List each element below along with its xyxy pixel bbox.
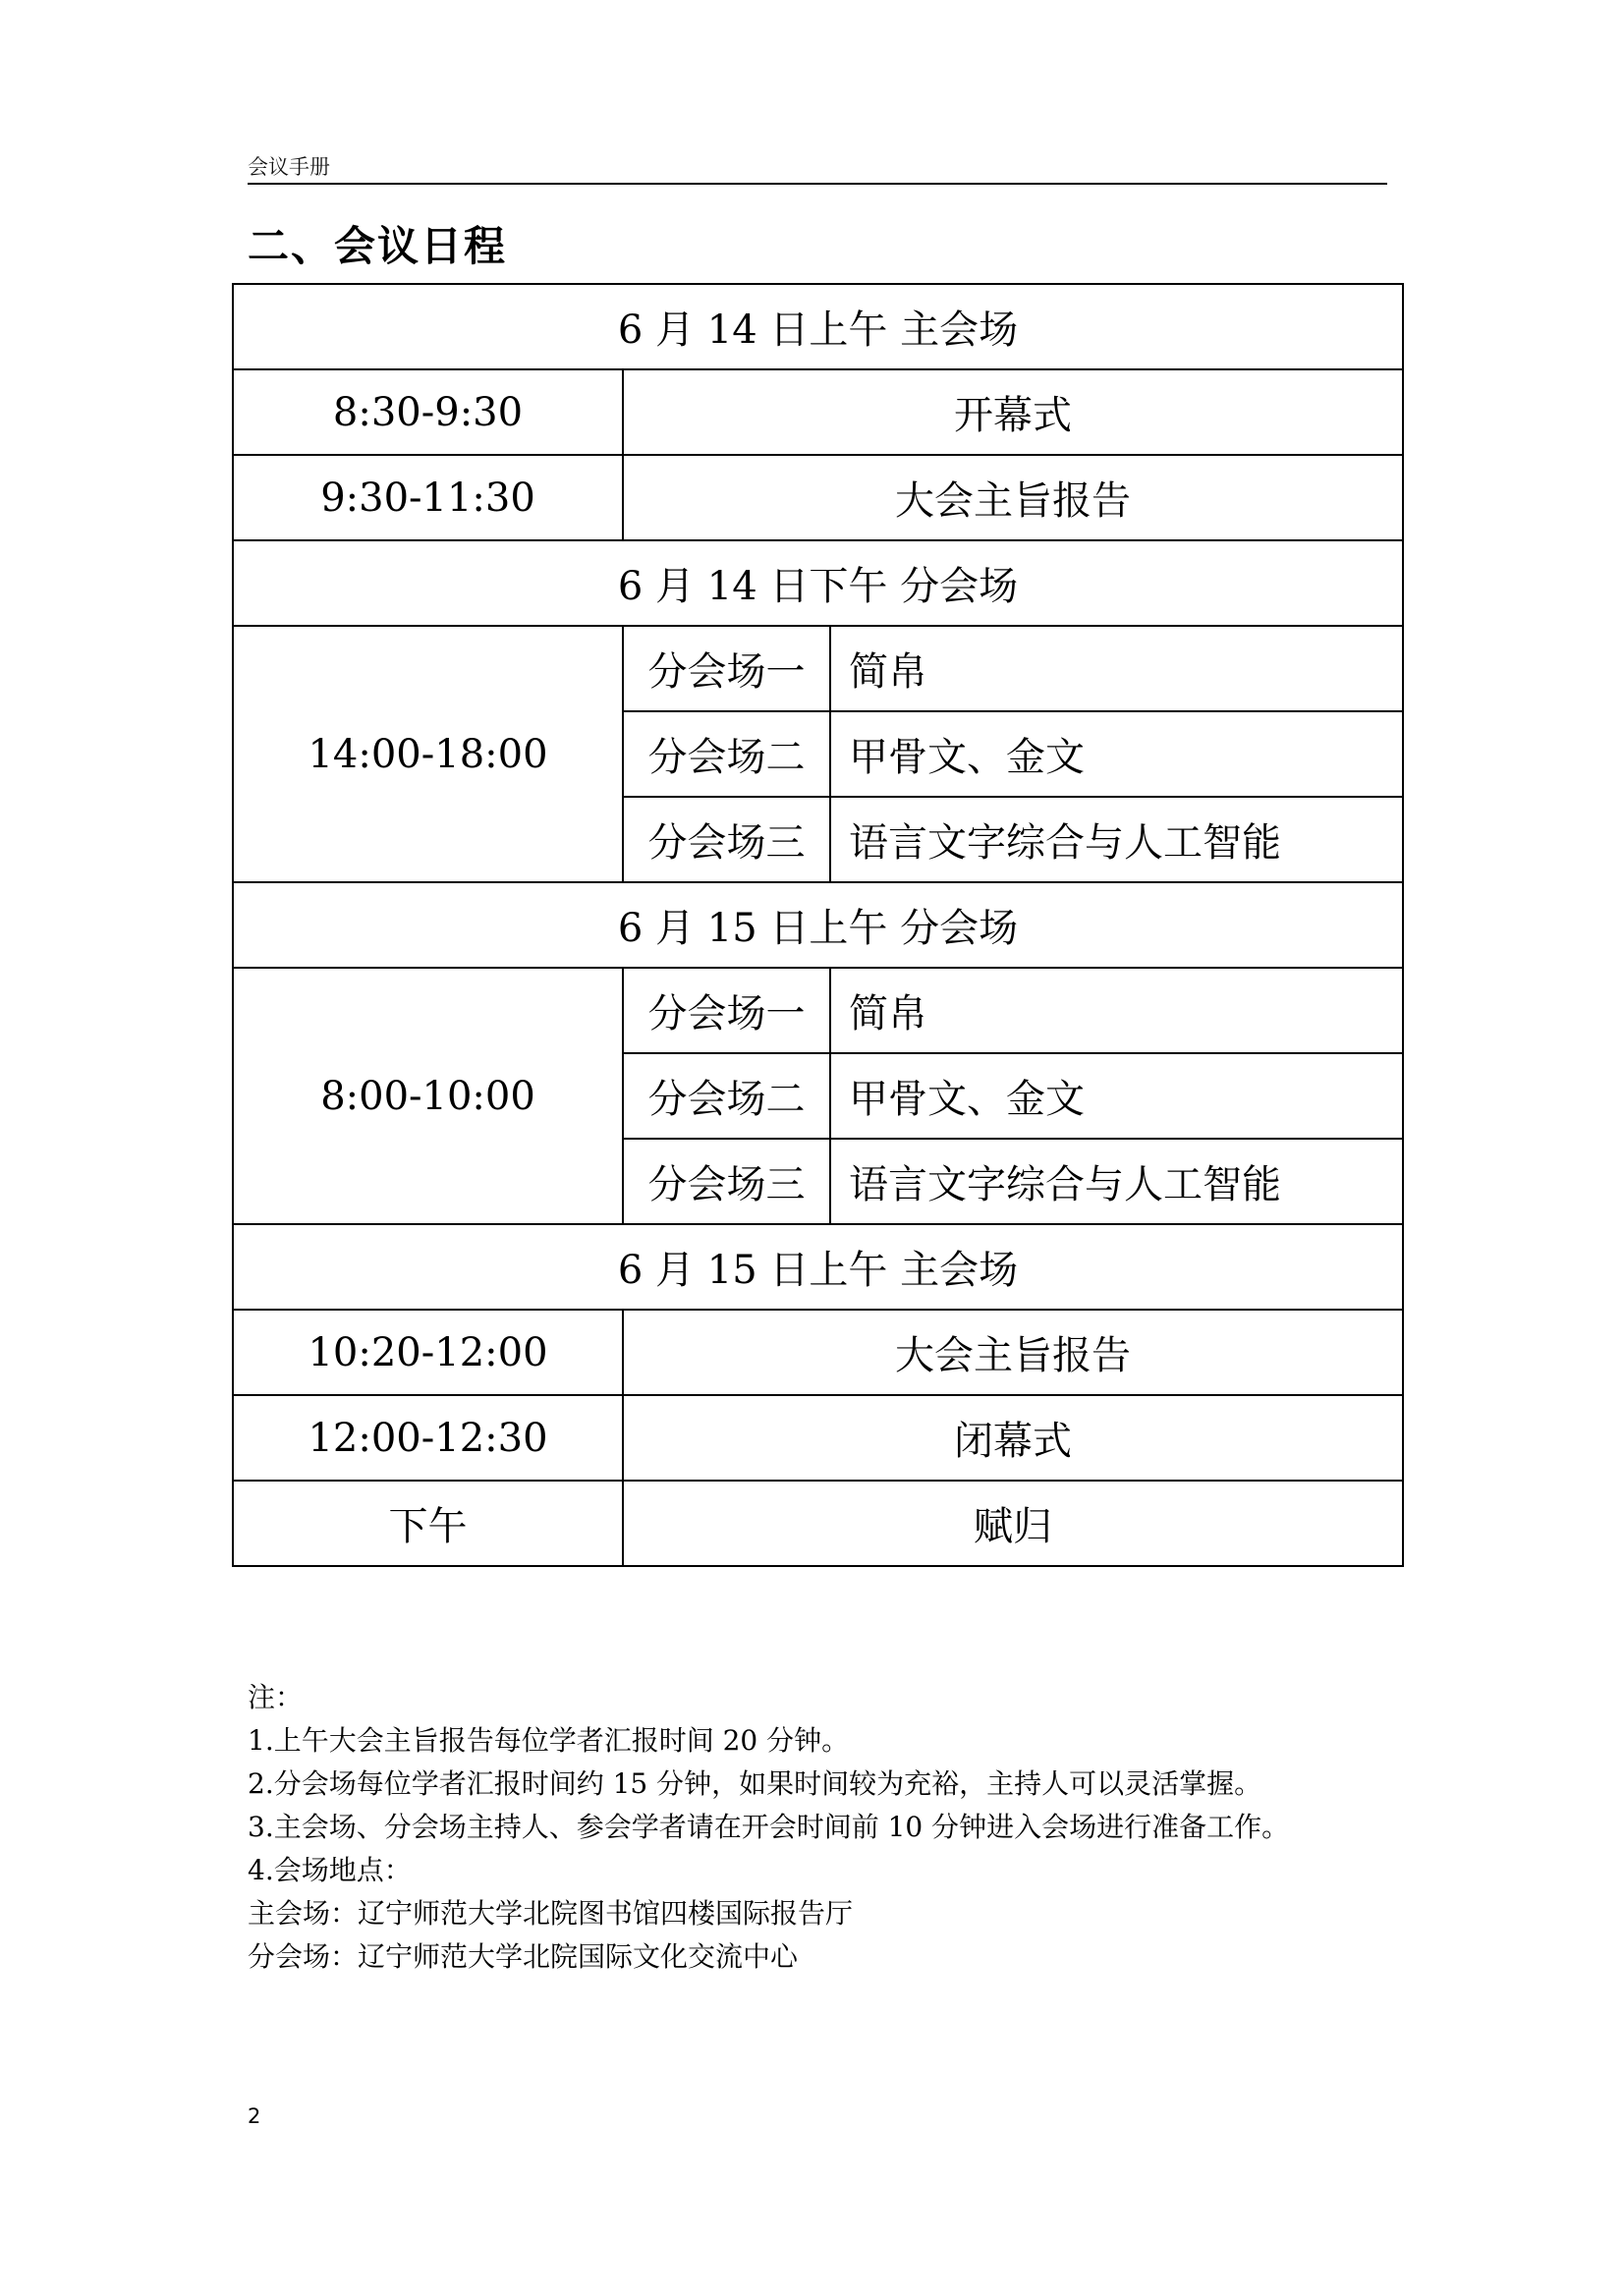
venue-cell: 分会场一	[623, 626, 830, 711]
topic-cell: 语言文字综合与人工智能	[830, 797, 1403, 882]
event-cell: 大会主旨报告	[623, 1310, 1403, 1395]
venue-cell: 分会场一	[623, 968, 830, 1053]
time-cell: 14:00-18:00	[233, 626, 623, 882]
event-cell: 开幕式	[623, 369, 1403, 455]
note-item: 3.主会场、分会场主持人、参会学者请在开会时间前 10 分钟进入会场进行准备工作。	[248, 1811, 1290, 1843]
time-cell: 12:00-12:30	[233, 1395, 623, 1481]
table-row	[233, 540, 1403, 626]
running-header: 会议手册	[248, 155, 330, 179]
notes-section	[248, 1676, 1387, 1979]
venue-location: 分会场：辽宁师范大学北院国际文化交流中心	[248, 1940, 799, 1973]
topic-cell: 甲骨文、金文	[830, 711, 1403, 797]
day-header-cell: 6 月 14 日下午 分会场	[233, 540, 1403, 626]
topic-cell: 语言文字综合与人工智能	[830, 1139, 1403, 1224]
table-row	[233, 882, 1403, 968]
table-row	[233, 626, 1403, 711]
table-row	[233, 1310, 1403, 1395]
event-cell: 赋归	[623, 1481, 1403, 1566]
day-header-cell: 6 月 14 日上午 主会场	[233, 284, 1403, 369]
notes-label: 注：	[248, 1681, 304, 1713]
page-number: 2	[248, 2104, 261, 2128]
time-cell: 8:30-9:30	[233, 369, 623, 455]
note-item: 2.分会场每位学者汇报时间约 15 分钟，如果时间较为充裕，主持人可以灵活掌握。	[248, 1767, 1262, 1800]
time-cell: 10:20-12:00	[233, 1310, 623, 1395]
time-cell: 8:00-10:00	[233, 968, 623, 1224]
table-row	[233, 1481, 1403, 1566]
event-cell: 闭幕式	[623, 1395, 1403, 1481]
note-item: 4.会场地点：	[248, 1854, 412, 1886]
section-title: 二、会议日程	[248, 222, 508, 270]
table-row	[233, 968, 1403, 1053]
schedule-table	[232, 283, 1404, 1567]
venue-location: 主会场：辽宁师范大学北院图书馆四楼国际报告厅	[248, 1897, 854, 1930]
day-header-cell: 6 月 15 日上午 分会场	[233, 882, 1403, 968]
table-row	[233, 455, 1403, 540]
topic-cell: 简帛	[830, 968, 1403, 1053]
day-header-cell: 6 月 15 日上午 主会场	[233, 1224, 1403, 1310]
time-cell: 9:30-11:30	[233, 455, 623, 540]
event-cell: 大会主旨报告	[623, 455, 1403, 540]
table-row	[233, 1395, 1403, 1481]
topic-cell: 简帛	[830, 626, 1403, 711]
venue-cell: 分会场二	[623, 711, 830, 797]
time-cell: 下午	[233, 1481, 623, 1566]
table-row	[233, 284, 1403, 369]
header-divider	[248, 183, 1387, 185]
venue-cell: 分会场三	[623, 1139, 830, 1224]
venue-cell: 分会场二	[623, 1053, 830, 1139]
note-item: 1.上午大会主旨报告每位学者汇报时间 20 分钟。	[248, 1724, 850, 1757]
topic-cell: 甲骨文、金文	[830, 1053, 1403, 1139]
table-row	[233, 1224, 1403, 1310]
venue-cell: 分会场三	[623, 797, 830, 882]
table-row	[233, 369, 1403, 455]
